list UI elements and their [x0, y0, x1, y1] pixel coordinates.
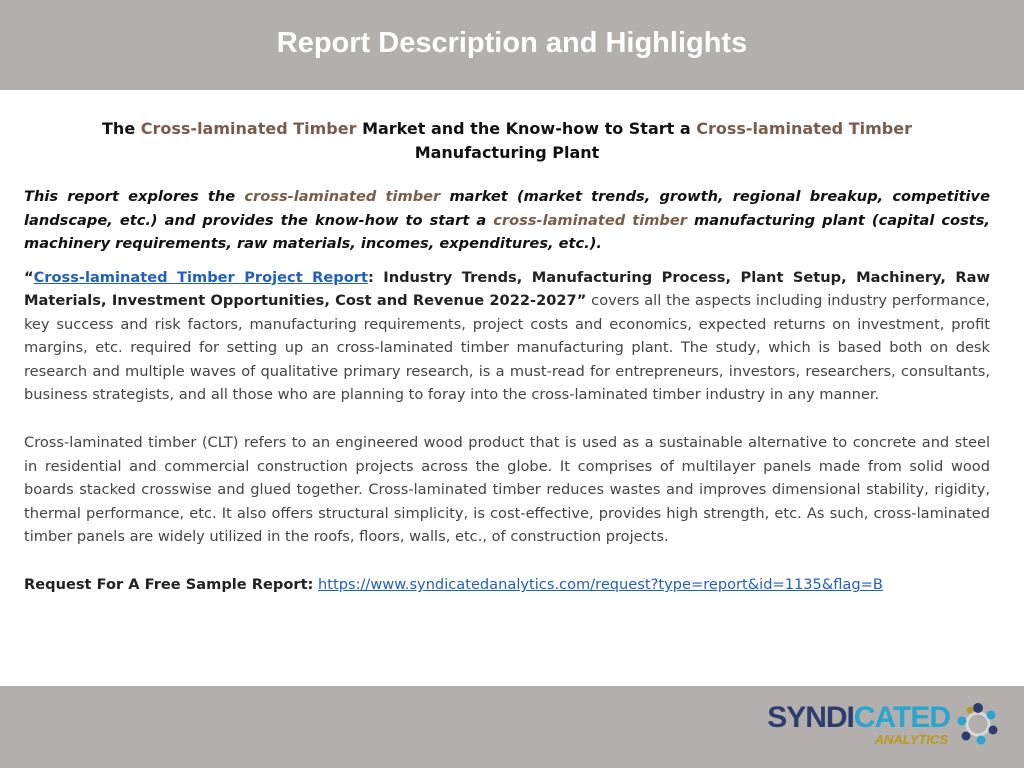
header-band [0, 0, 1024, 90]
open-quote: “ [24, 268, 34, 286]
main-content [24, 117, 990, 596]
heading-middle: Market and the Know-how to Start a [362, 119, 691, 138]
intro-paragraph [24, 185, 990, 256]
report-heading [24, 117, 990, 165]
report-body: covers all the aspects including industry performance, key success and risk factors, manufacturing requirements, project costs and economics, expected returns on investment, profit margins, etc. required for setting up an cross-laminated timber manufacturing plant. The study, which is based both on desk research and multiple waves of qualitative primary research, is a must-read for entrepreneurs, investors, researchers, consultants, business strategists, and all those who are planning to foray into the cross-laminated timber industry in any manner. [24, 292, 991, 404]
intro-product-2: cross-laminated timber [493, 211, 687, 229]
logo-part-2: CATED [853, 700, 950, 734]
page-title: Report Description and Highlights [276, 26, 748, 59]
intro-part-1: This report explores the [24, 188, 236, 205]
circles-ring-icon [956, 702, 1000, 746]
logo-wordmark [767, 700, 950, 747]
report-paragraph [24, 266, 990, 408]
syndicated-analytics-logo [767, 702, 1000, 746]
logo-sub-text: ANALYTICS [874, 731, 948, 747]
sample-label: Request For A Free Sample Report: [24, 576, 314, 594]
report-title-rest: : Industry Trends, Manufacturing Process, Plant Setup, Machinery, Raw Materials, Investment Opportunities, Cost and Revenue 2022-2027” [24, 268, 991, 310]
footer-band [0, 686, 1024, 768]
sample-request [24, 573, 990, 596]
heading-the: The [102, 119, 136, 138]
logo-part-1: SYNDI [767, 700, 854, 734]
intro-part-3: manufacturing plant (capital costs, machinery requirements, raw materials, incomes, expenditures, etc.). [24, 211, 990, 252]
logo-main-text [767, 700, 950, 734]
intro-part-2: market (market trends, growth, regional breakup, competitive landscape, etc.) and provides the know-how to start a [24, 188, 990, 229]
sample-report-link[interactable]: https://www.syndicatedanalytics.com/request?type=report&id=1135&flag=B [318, 576, 883, 594]
intro-product-1: cross-laminated timber [244, 188, 441, 205]
heading-end: Manufacturing Plant [414, 143, 600, 162]
heading-product-2: Cross-laminated Timber [696, 119, 912, 138]
heading-product-1: Cross-laminated Timber [140, 119, 357, 138]
project-report-link[interactable]: Cross-laminated Timber Project Report [33, 268, 368, 286]
description-paragraph: Cross-laminated timber (CLT) refers to an engineered wood product that is used as a sustainable alternative to concrete and steel in residential and commercial construction projects across the globe. It comprises of multilayer panels made from solid wood boards stacked crosswise and glued together. Cross-laminated timber reduces wastes and improves dimensional stability, rigidity, thermal performance, etc. It also offers structural simplicity, is cost-effective, provides high strength, etc. As such, cross-laminated timber panels are widely utilized in the roofs, floors, walls, etc., of construction projects. [24, 434, 990, 546]
